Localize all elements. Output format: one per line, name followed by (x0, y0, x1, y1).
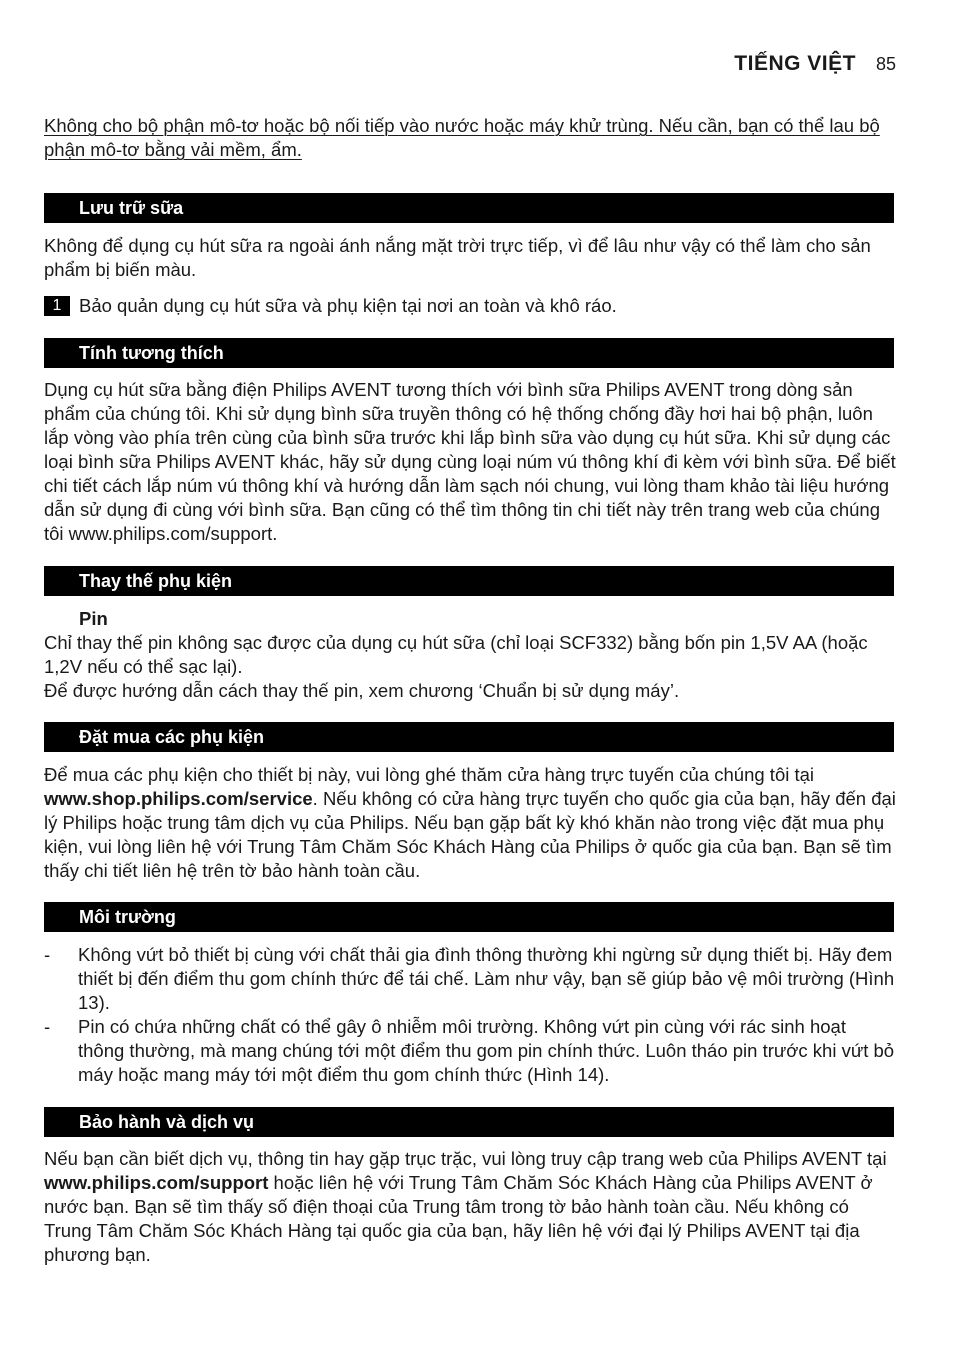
battery-reference: Để được hướng dẫn cách thay thế pin, xem chương ‘Chuẩn bị sử dụng máy’. (44, 680, 680, 701)
bullet-text: Pin có chứa những chất có thể gây ô nhiễm môi trường. Không vứt pin cùng với rác sinh hoạt thông thường, mà mang chúng tới một điểm thu gom pin chính thức. Luôn tháo pin trước khi vứt bỏ máy hoặc mang máy tới một điểm thu gom chính thức (Hình 14). (78, 1016, 895, 1085)
ordering-text-end: . Nếu không có cửa hàng trực tuyến cho quốc gia của bạn, hãy đến đại lý Philips hoặc trung tâm dịch vụ của Philips. Nếu bạn gặp bất kỳ khó khăn nào trong việc đặt mua phụ kiện, vui lòng liên hệ với Trung Tâm Chăm Sóc Khách Hàng của Philips ở quốc gia của bạn. Bạn sẽ tìm thấy chi tiết liên hệ trên tờ bảo hành toàn cầu. (44, 788, 896, 881)
support-link[interactable]: www.philips.com/support (44, 1172, 269, 1193)
section-heading-warranty: Bảo hành và dịch vụ (44, 1107, 894, 1137)
compatibility-paragraph: Dụng cụ hút sữa bằng điện Philips AVENT tương thích với bình sữa Philips AVENT trong dòng sản phẩm của chúng tôi. Khi sử dụng bình sữa truyền thông có hệ thống chống đầy hơi hai bộ phận, luôn lắp vòng vào phía trên cùng của bình sữa trước khi lắp bình sữa vào dụng cụ hút sữa. Khi sử dụng các loại bình sữa Philips AVENT khác, hãy sử dụng cùng loại núm vú thông khí đi kèm với bình sữa. Để biết chi tiết cách lắp núm vú thông khí và hướng dẫn làm sạch nói chung, vui lòng tham khảo tài liệu hướng dẫn sử dụng đi cùng với bình sữa. Bạn cũng có thể tìm thông tin chi tiết này trên trang web của chúng tôi www.philips.com/support. (44, 379, 896, 544)
list-item (44, 1015, 896, 1087)
bullet-marker: - (44, 1016, 51, 1037)
page-header (734, 52, 896, 76)
shop-link[interactable]: www.shop.philips.com/service (44, 788, 313, 809)
storage-paragraph: Không để dụng cụ hút sữa ra ngoài ánh nắng mặt trời trực tiếp, vì để lâu như vậy có thể làm cho sản phẩm bị biến màu. (44, 235, 871, 280)
warranty-paragraph (44, 1147, 896, 1267)
page-number: 85 (875, 54, 896, 74)
battery-paragraph: Chỉ thay thế pin không sạc được của dụng cụ hút sữa (chỉ loại SCF332) bằng bốn pin 1,5V AA (hoặc 1,2V nếu có thể sạc lại). (44, 632, 868, 677)
warranty-text-start: Nếu bạn cần biết dịch vụ, thông tin hay gặp trục trặc, vui lòng truy cập trang web của Philips AVENT tại (44, 1148, 887, 1169)
section-heading-storage: Lưu trữ sữa (44, 193, 894, 223)
list-item (44, 943, 896, 1015)
bullet-marker: - (44, 944, 51, 965)
battery-subheading: Pin (79, 608, 108, 629)
ordering-paragraph (44, 763, 896, 883)
section-heading-ordering: Đặt mua các phụ kiện (44, 722, 894, 752)
section-heading-replacement: Thay thế phụ kiện (44, 566, 894, 596)
ordering-text-start: Để mua các phụ kiện cho thiết bị này, vui lòng ghé thăm cửa hàng trực tuyến của chúng tôi tại (44, 764, 815, 785)
storage-step (44, 294, 896, 318)
language-title: TIẾNG VIỆT (734, 52, 856, 75)
warranty-text-end: hoặc liên hệ với Trung Tâm Chăm Sóc Khách Hàng của Philips AVENT ở nước bạn. Bạn sẽ tìm thấy số điện thoại của Trung tâm trong tờ bảo hành toàn cầu. Nếu không có Trung Tâm Chăm Sóc Khách Hàng tại quốc gia của bạn, hãy liên hệ với đại lý Philips AVENT tại địa phương bạn. (44, 1172, 873, 1265)
caution-text (44, 114, 896, 162)
bullet-text: Không vứt bỏ thiết bị cùng với chất thải gia đình thông thường khi ngừng sử dụng thiết bị. Hãy đem thiết bị đến điểm thu gom chính thức để tái chế. Làm như vậy, bạn sẽ giúp bảo vệ môi trường (Hình 13). (78, 944, 895, 1013)
caution-text-body: Không cho bộ phận mô-tơ hoặc bộ nối tiếp vào nước hoặc máy khử trùng. Nếu cần, bạn có thể lau bộ phận mô-tơ bằng vải mềm, ẩm. (44, 115, 880, 160)
section-heading-compatibility: Tính tương thích (44, 338, 894, 368)
section-heading-environment: Môi trường (44, 902, 894, 932)
step-number-badge: 1 (44, 296, 70, 316)
step-text: Bảo quản dụng cụ hút sữa và phụ kiện tại nơi an toàn và khô ráo. (79, 295, 617, 316)
